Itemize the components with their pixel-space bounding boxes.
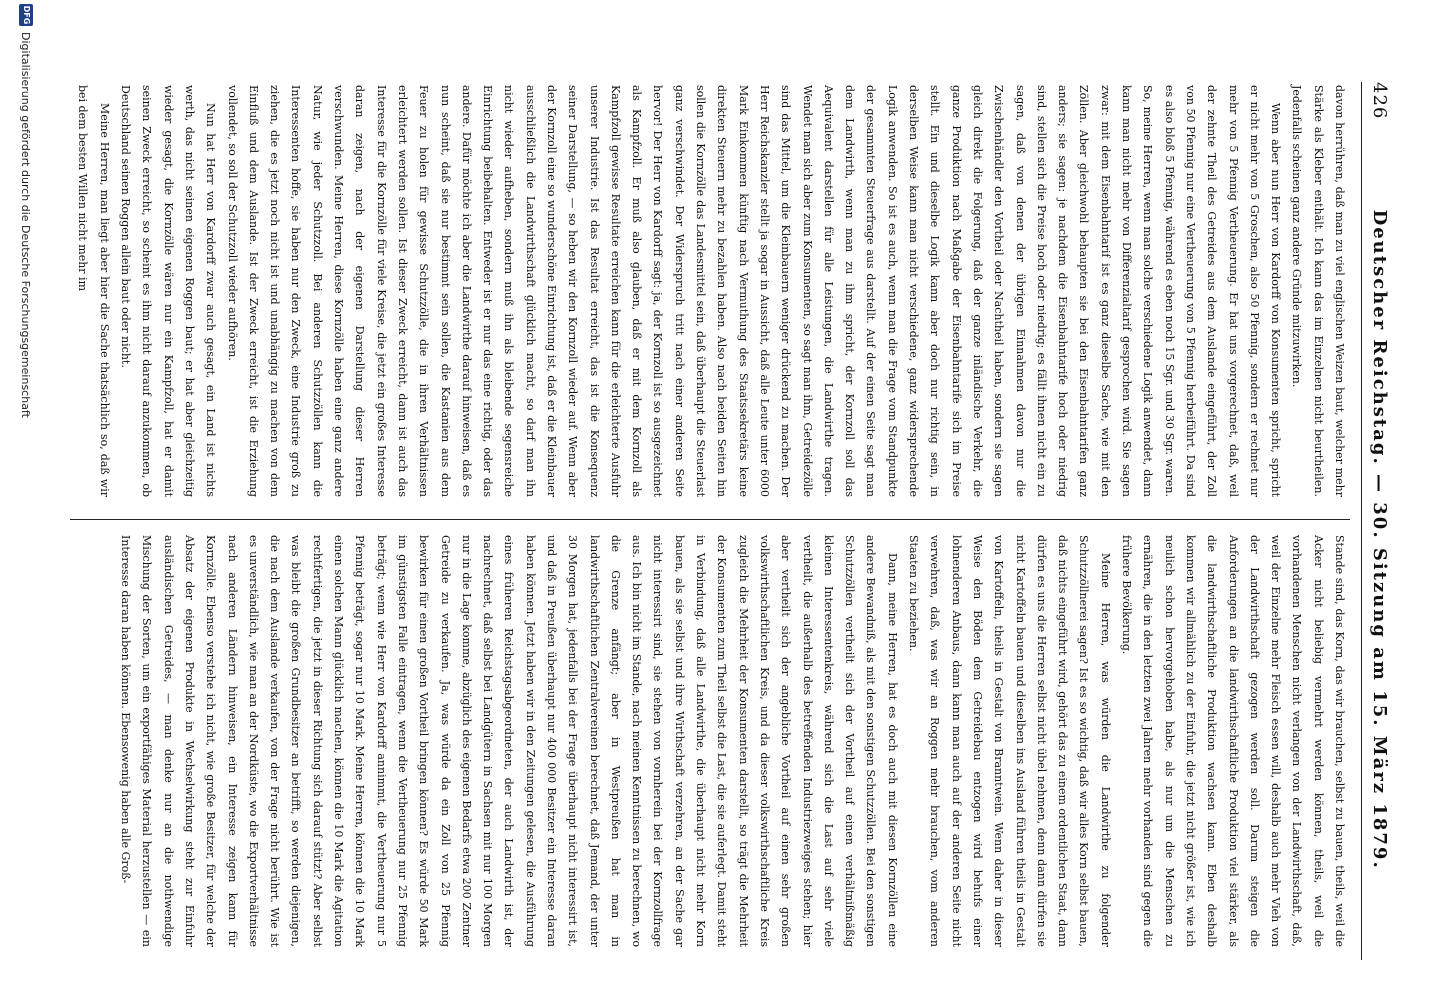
digitization-footer [6,0,46,1000]
left-column [70,85,1350,497]
paragraph: Stande sind, das Korn, das wir brauchen, selbst zu bauen, theils, weil die Acker nicht beliebig vermehrt werden können, theils, weil die vorhandenen Menschen nicht verlangen von der Landwirthschaft, daß, weil der Einzelne mehr Fleisch essen will, deshalb auch mehr Vieh von der Landwirthschaft gezogen werden soll. Darum steigen die Anforderungen an die landwirthschaftliche Produktion viel stärker, als die landwirthschaftliche Produktion wachsen kann. Eben deshalb kommen wir allmählich zu der Einfuhr, die jetzt nicht größer ist, wie ich neulich schon hervorgehoben habe, als nur um die Menschen zu ernähren, die in den letzten zwei Jahren mehr vorhanden sind gegen die frühere Bevölkerung. [1120,535,1346,947]
paragraph: Nun hat Herr von Kardorff zwar auch gesagt, ein Land ist nichts werth, das nicht seinen eigenen Roggen baut; er hat aber gleichzeitig wieder gesagt, die Kornzölle wären nur ein Kampfzoll, hat er damit seinen Zweck erreicht, so scheint es ihm nicht darauf anzukommen, ob Deutschland seinen Roggen allein baut oder nicht. [119,85,218,497]
paragraph: Meine Herren, man liegt aber hier die Sache thatsächlich so, daß wir bei dem besten Willen nicht mehr im [76,85,111,497]
header-rule [1361,82,1362,960]
paragraph: Dann, meine Herren, hat es doch auch mit diesen Kornzöllen eine andere Bewandniß, als mit den sonstigen Schutzzöllen. Bei den sonstigen Schutzzöllen vertheilt sich der Vortheil auf einen verhältnißmäßig kleinen Interessentenkreis, während sich die Last auf sehr viele vertheilt, die außerhalb des betreffenden Industriezweiges stehen; hier aber vertheilt sich der angebliche Vortheil auf einen sehr großen volkswirthschaftlichen Kreis, und da dieser volkswirthschaftliche Kreis zugleich die Mehrheit der Konsumenten darstellt, so trägt die Mehrheit der Konsumenten zum Theil selbst die Last, die sie auferlegt. Damit steht in Verbindung, daß alle Landwirthe, die überhaupt nicht mehr Korn bauen, als sie selbst und ihre Wirthschaft verzehren, an der Sache gar nicht interessirt sind, sie stehen von vornherein bei der Kornzollfrage aus. Ich bin nicht im Stande, nach meinen Kenntnissen zu berechnen, wo die Grenze anfängt; aber in Westpreußen hat man in landwirthschaftlichen Zentralvereinen berechnet, daß Jemand, der unter 30 Morgen hat, jedenfalls bei der Frage überhaupt nicht interessirt ist, und daß in Preußen überhaupt nur 400 000 Besitzer ein Interesse daran haben können. Jetzt haben wir in den Zeitungen gelesen, die Ausführung eines früheren Reichstagsabgeordneten, der auch Landwirth ist, der nachrechnet, daß selbst bei Landgütern in Sachsen mit nur 100 Morgen nur in die Lage komme, abzüglich des eigenen Bedarfs etwa 200 Zentner Getreide zu verkaufen. Ja, was würde da ein Zoll von 25 Pfennig bewirken für einen großen Vortheil bringen können? Es würde 50 Mark im günstigsten Falle eintragen, wenn die Vertheuerung nur 25 Pfennig beträgt; wenn wie Herr von Kardorff annimmt, die Vertheuerung nur 5 Pfennig beträgt, sogar nur 10 Mark. Meine Herren, können die 10 Mark einen solchen Mann glücklich machen, können die 10 Mark die Agitation rechtfertigen, die jetzt in dieser Richtung sich darauf stützt? Aber selbst was bleibt die großen Grundbesitzer an betrifft, so werden diejenigen, die nach dem Auslande verkaufen, von der Frage nicht berührt. Wie ist es unverständlich, wie man an der Nordküste, wo die Exportverhältnisse nach anderen Ländern hinweisen, ein Interesse zeigen kann für Kornzölle. Ebenso verstehe ich nicht, wie große Besitzer, für welche der Absatz der eigenen Produkte in Wechselwirkung steht zur Einfuhr ausländischen Getreides, — man denke nur an die nothwendige Mischung der Sorten, um ein exportfähiges Material herzustellen — ein Interesse daran haben können. Ebensowenig haben alle Groß- [119,535,899,947]
page-title: Deutscher Reichstag. — 30. Sitzung am 15. März 1879. [1369,209,1391,870]
paragraph: Meine Herren, was würden die Landwirthe zu folgender Schutzzöllnerei sagen? Ist es so wichtig, daß wir alles Korn selbst bauen, daß nichts eingeführt wird, gehört das zu einem ordentlichen Staat, dann dürfen es uns die Herren selbst nicht übel nehmen, denn dann dürfen sie nicht Kartoffeln bauen und dieselben ins Ausland führen theils in Gestalt von Kartoffeln, theils in Gestalt von Branntwein. Wenn daher in dieser Weise den Böden dem Getreidebau entzogen wird behufs einer lohnenderen Anbaus, dann kann man auch auf der anderen Seite nicht verwehren, daß, was wir an Roggen mehr brauchen, vom anderen Staaten zu beziehen. [907,535,1112,947]
paragraph: davon herrühren, daß man zu viel englischen Weizen baut, welcher mehr Stärke als Kleber enthält. Ich kann das im Einzelnen nicht beurtheilen. Jedenfalls scheinen ganz andere Gründe mitzuwirken. [1290,85,1346,497]
running-head [1366,82,1394,960]
column-divider [70,519,1350,520]
page-number: 426 [1369,82,1391,120]
footer-credit: Digitalisierung gefördert durch die Deutsche Forschungsgemeinschaft [19,32,33,418]
right-column [70,535,1350,947]
paragraph: Wenn aber nun Herr von Kardorff von Konsumenten spricht, spricht er nicht mehr von 5 Groschen, also 50 Pfennig, sondern er rechnet nur mehr von 5 Pfennig Vertheuerung. Er hat uns vorgerechnet, daß, weil der zehnte Theil des Getreides aus dem Auslande eingeführt, der Zoll von 50 Pfennig nur eine Vertheuerung von 5 Pfennig herbeiführt. Da sind es also bloß 5 Pfennig, während es eben noch 15 Sgr. und 30 Sgr. waren. So, meine Herren, wenn man solche verschiedene Logik anwendet, dann kann man nicht mehr von Differenzialtarif gesprochen wird. Sie sagen zwar: mit dem Eisenbahntarif ist es ganz dieselbe Sache, wie mit den Zöllen. Aber gleichwohl behaupten sie bei den Eisenbahntarifen ganz anders; sie sagen: je nachdem die Eisenbahntarife hoch oder niedrig sind, stellen sich die Preise hoch oder niedrig; es fällt ihnen nicht ein zu sagen, daß von denen der übrigen Einnahmen davon nur die Zwischenhändler den Vortheil oder Nachtheil haben, sondern sie sagen gleich direkt die Folgerung, daß der ganze inländische Verkehr, die ganze Produktion nach Maßgabe der Eisenbahntarife sich im Preise stellt. Ein und dieselbe Logik kann aber doch nur richtig sein, in derselben Weise kann man nicht verschiedene, ganz widersprechende Logik anwenden. So ist es auch, wenn man die Frage vom Standpunkte der gesammten Steuerfrage aus darstellt. Auf der einen Seite sagt man dem Landwirth, wenn man zu ihm spricht, der Kornzoll soll das Aequivalent darstellen für alle Leistungen, die Landwirthe tragen. Wendet man sich aber zum Konsumenten, so sagt man ihm, Getreidezölle sind das Mittel, um die Kleinbauern weniger drückend zu machen. Der Herr Reichskanzler stellt ja sogar in Aussicht, daß alle Leute unter 6000 Mark Einkommen künftig nach Vermuthung des Staatssekretärs keine direkten Steuern mehr zu bezahlen haben. Also nach beiden Seiten hin sollen die Kornzölle das Landesmittel sein, daß überhaupt die Steuerlast ganz verschwindet. Der Widerspruch tritt nach einer anderen Seite hervor! Der Herr von Kardorff sagt: ja, der Kornzoll ist so ausgezeichnet als Kampfzoll. Er muß also glauben, daß er mit dem Kornzoll als Kampfzoll gewisse Resultate erreichen kann für die erleichterte Ausfuhr unserer Industrie. Ist das Resultat erreicht, das ist die Konsequenz seiner Darstellung, — so heben wir den Kornzoll wieder auf. Wenn aber der Kornzoll eine so wunderschöne Einrichtung ist, daß er die Kleinbauer ausschließlich die Landwirthschaft glücklich macht, so darf man ihn nicht wieder aufheben, sondern muß ihn als bleibende segensreiche Einrichtung beibehalten. Entweder ist er nur das eine richtig, oder das andere. Dafür möchte ich aber die Landwirthe darauf hinweisen, daß es nun scheint, daß sie nur bestimmt sein sollen, die Kastanien aus dem Feuer zu holen für gewisse Schutzzölle, die in ihren Verhältnissen erleichtert werden sollen. Ist dieser Zweck erreicht, dann ist auch das Interesse für die Kornzölle für viele Kreise, die jetzt ein großes Interesse daran zeigen, nach der eigenen Darstellung dieser Herren verschwunden. Meine Herren, diese Kornzölle haben eine ganz andere Natur, wie jeder Schutzzoll. Bei anderen Schutzzöllen kann die Interessenten hoffe, sie haben nur den Zweck, eine Industrie groß zu ziehen, die es jetzt noch nicht ist und unabhängig zu machen von dem Einfluß und dem Auslande. Ist der Zweck erreicht, ist die Erziehung vollendet, so soll der Schutzzoll wieder aufhören. [225,85,1283,497]
dfg-logo-icon: DFG [19,4,33,26]
